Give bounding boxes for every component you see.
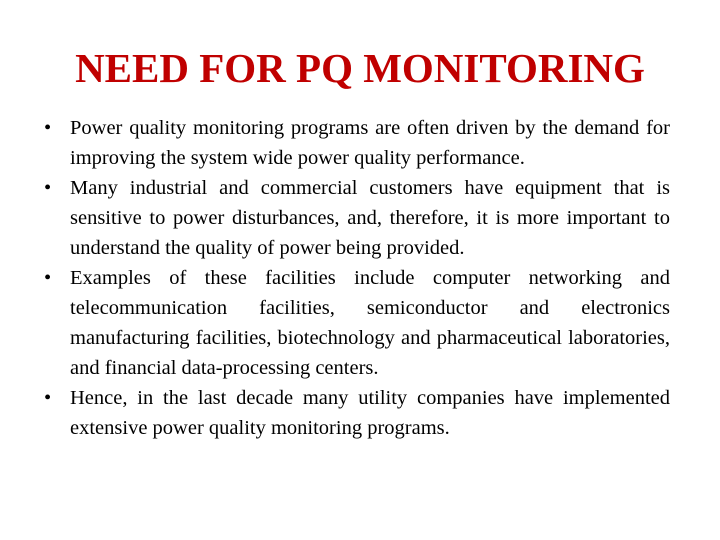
bullet-item: • Many industrial and commercial customers have equipment that is sensitive to power disturbances, and, therefore, it is more important to understand the quality of power being provided. xyxy=(70,173,670,263)
bullet-item: • Hence, in the last decade many utility companies have implemented extensive power quality monitoring programs. xyxy=(70,383,670,443)
slide-title: NEED FOR PQ MONITORING xyxy=(75,45,645,91)
bullet-item: • Examples of these facilities include computer networking and telecommunication facilities, semiconductor and electronics manufacturing facilities, biotechnology and pharmaceutical laboratories, and financial data-processing centers. xyxy=(70,263,670,383)
bullet-list xyxy=(70,113,670,443)
bullet-item: • Power quality monitoring programs are often driven by the demand for improving the system wide power quality performance. xyxy=(70,113,670,173)
